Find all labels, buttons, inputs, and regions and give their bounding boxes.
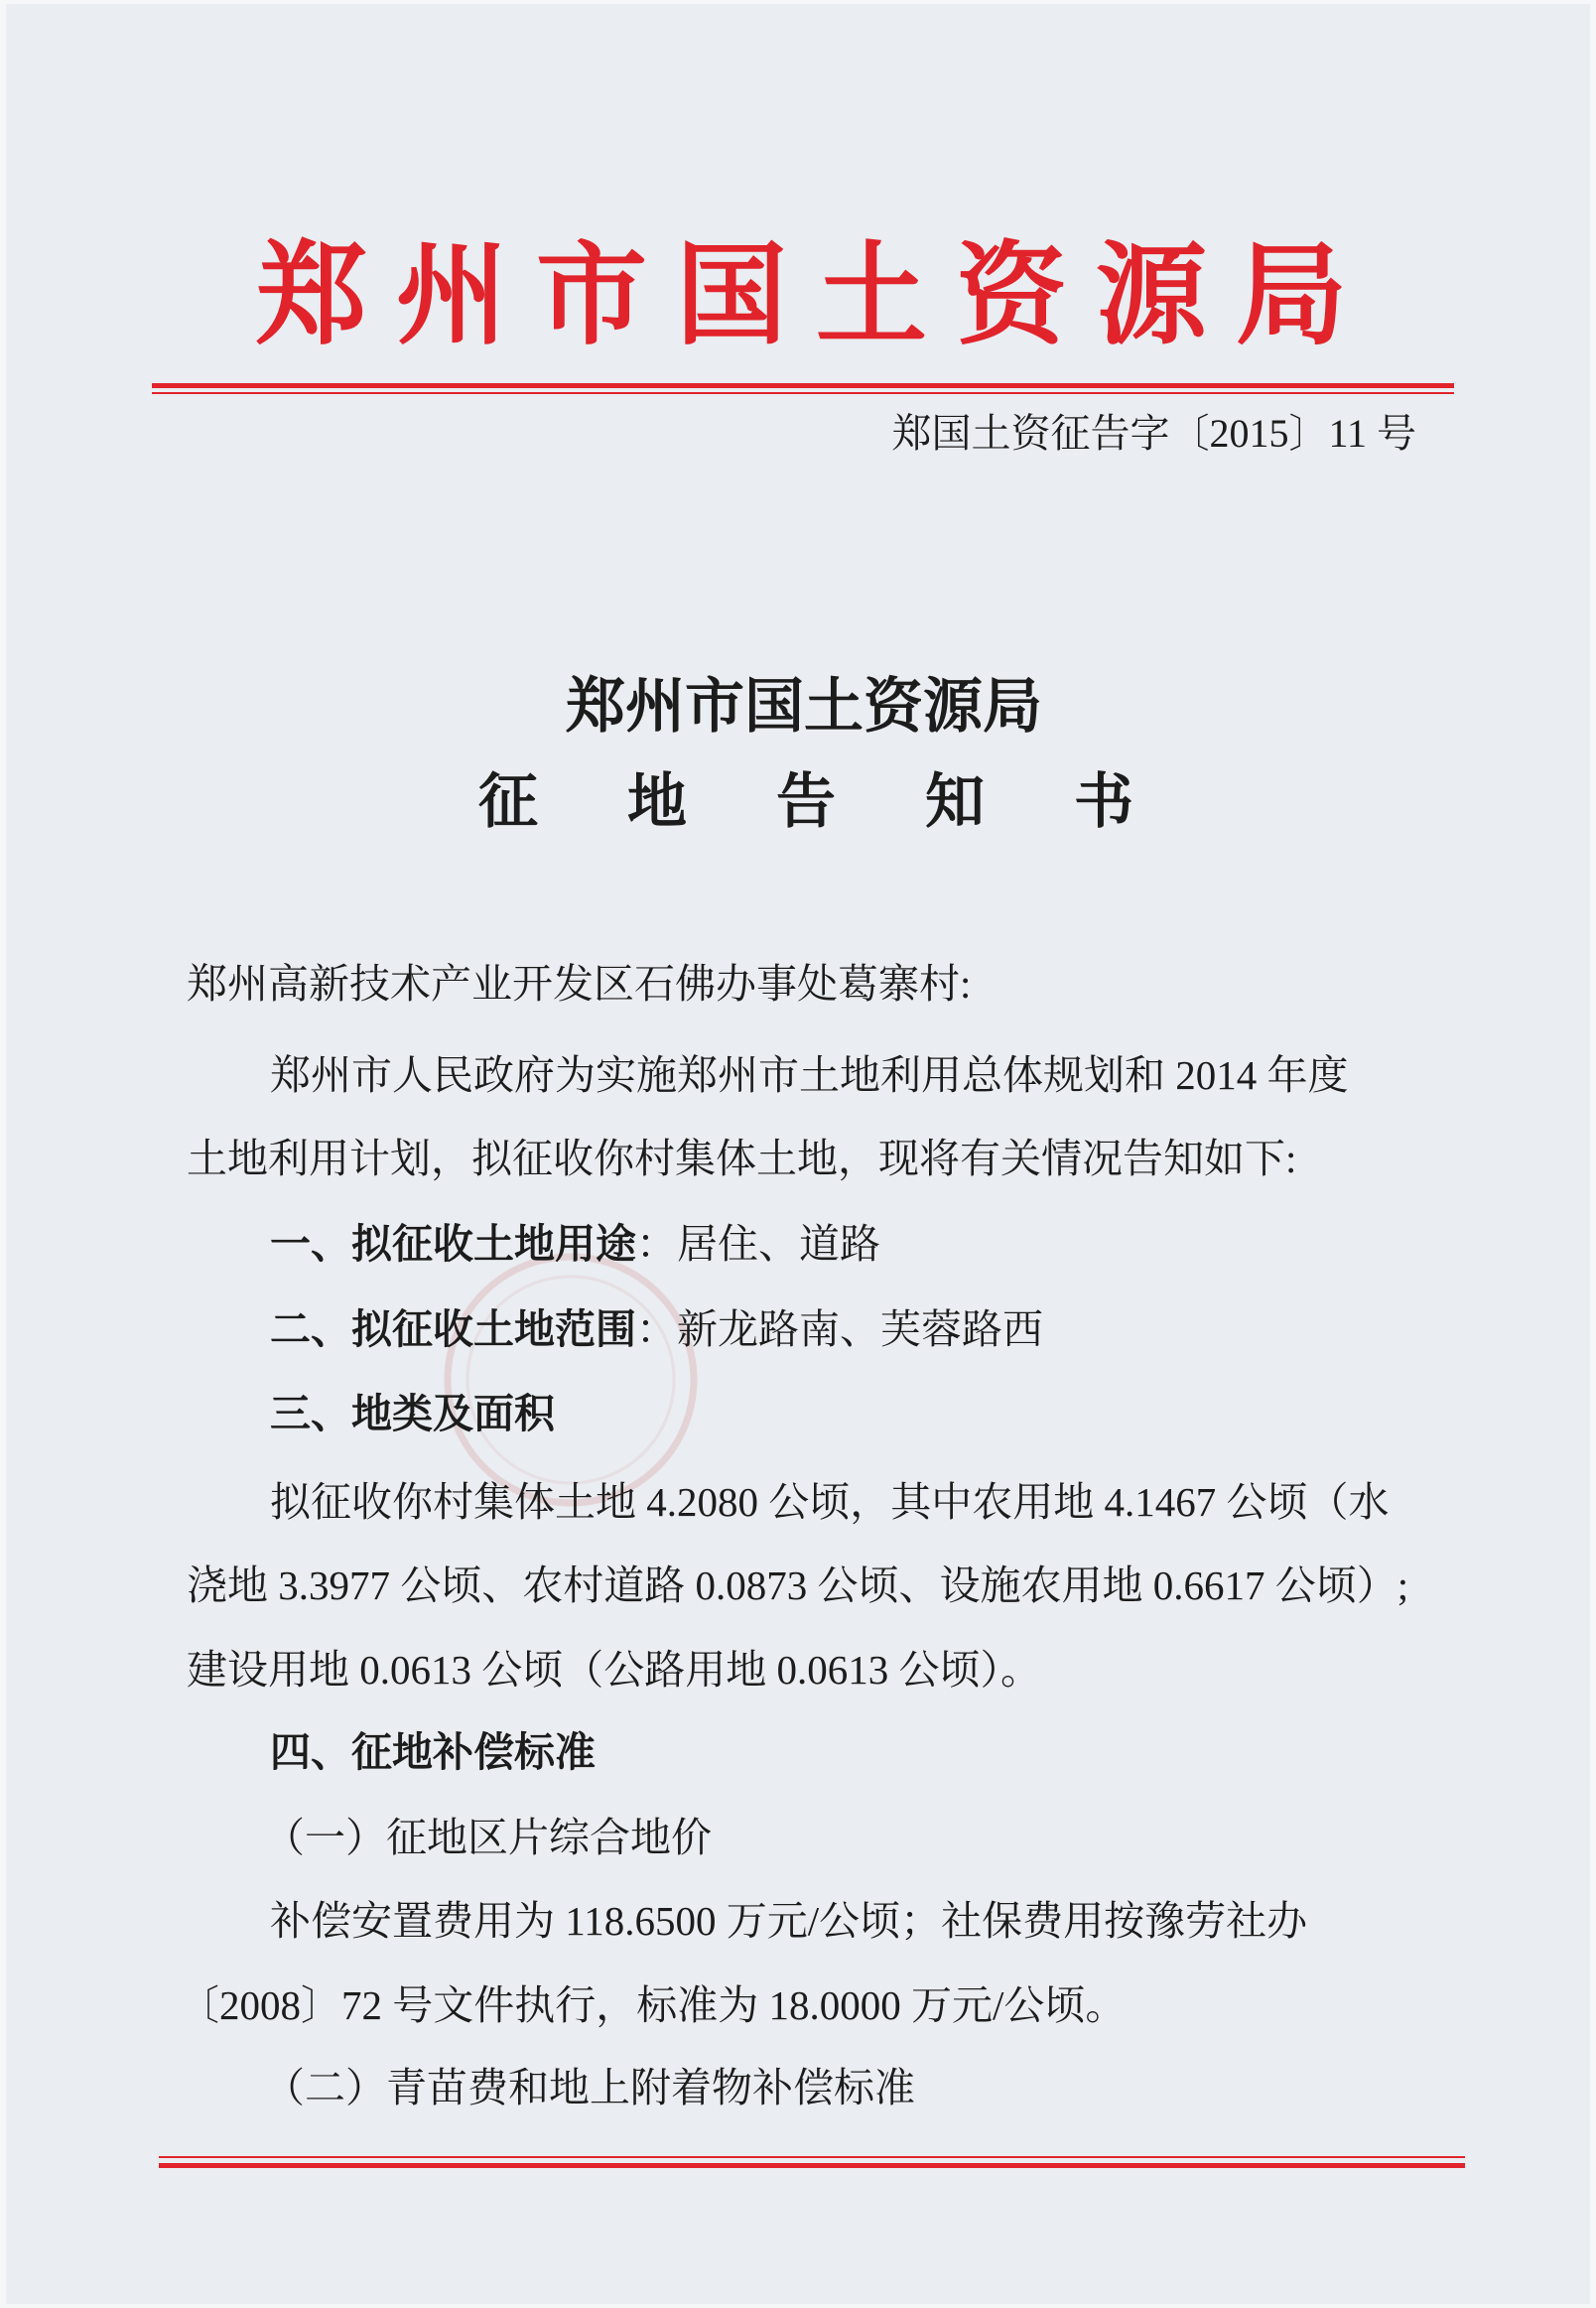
section-land-use xyxy=(270,1214,880,1274)
paragraph-line: 补偿安置费用为 118.6500 万元/公顷；社保费用按豫劳社办 xyxy=(270,1898,1308,1944)
section-heading: 四、征地补偿标准 xyxy=(270,1728,596,1776)
document-title-agency: 郑州市国土资源局 xyxy=(566,672,1042,742)
document-title: 征地告知书 xyxy=(478,767,1223,837)
subsection-heading: （二）青苗费和地上附着物补偿标准 xyxy=(264,2065,915,2110)
section-heading: 三、地类及面积 xyxy=(270,1390,555,1437)
document-number: 郑国土资征告字〔2015〕11 号 xyxy=(891,411,1416,456)
section-heading: 一、拟征收土地用途 xyxy=(270,1220,636,1268)
letterhead-rule-thick xyxy=(152,383,1454,388)
paragraph-line: 拟征收你村集体土地 4.2080 公顷，其中农用地 4.1467 公顷（水 xyxy=(270,1479,1390,1525)
paragraph-line: 〔2008〕72 号文件执行，标准为 18.0000 万元/公顷。 xyxy=(179,1982,1127,2028)
footer-rule-thin xyxy=(159,2156,1465,2158)
salutation: 郑州高新技术产业开发区石佛办事处葛寨村: xyxy=(187,961,972,1007)
intro-line: 土地利用计划，拟征收你村集体土地，现将有关情况告知如下: xyxy=(187,1136,1297,1181)
footer-rule-thick xyxy=(159,2163,1465,2168)
letterhead-agency-name: 郑州市国土资源局 xyxy=(256,230,1376,360)
section-value: ：新龙路南、芙蓉路西 xyxy=(636,1306,1043,1352)
paragraph-line: 建设用地 0.0613 公顷（公路用地 0.0613 公顷）。 xyxy=(187,1647,1041,1693)
letterhead-rule-thin xyxy=(152,392,1454,394)
subsection-heading: （一）征地区片综合地价 xyxy=(264,1815,712,1860)
intro-line: 郑州市人民政府为实施郑州市土地利用总体规划和 2014 年度 xyxy=(270,1052,1349,1098)
section-value: ：居住、道路 xyxy=(636,1221,880,1267)
paragraph-line: 浇地 3.3977 公顷、农村道路 0.0873 公顷、设施农用地 0.6617 公顷）; xyxy=(187,1562,1409,1608)
section-land-scope xyxy=(270,1299,1043,1359)
section-heading: 二、拟征收土地范围 xyxy=(270,1305,636,1353)
